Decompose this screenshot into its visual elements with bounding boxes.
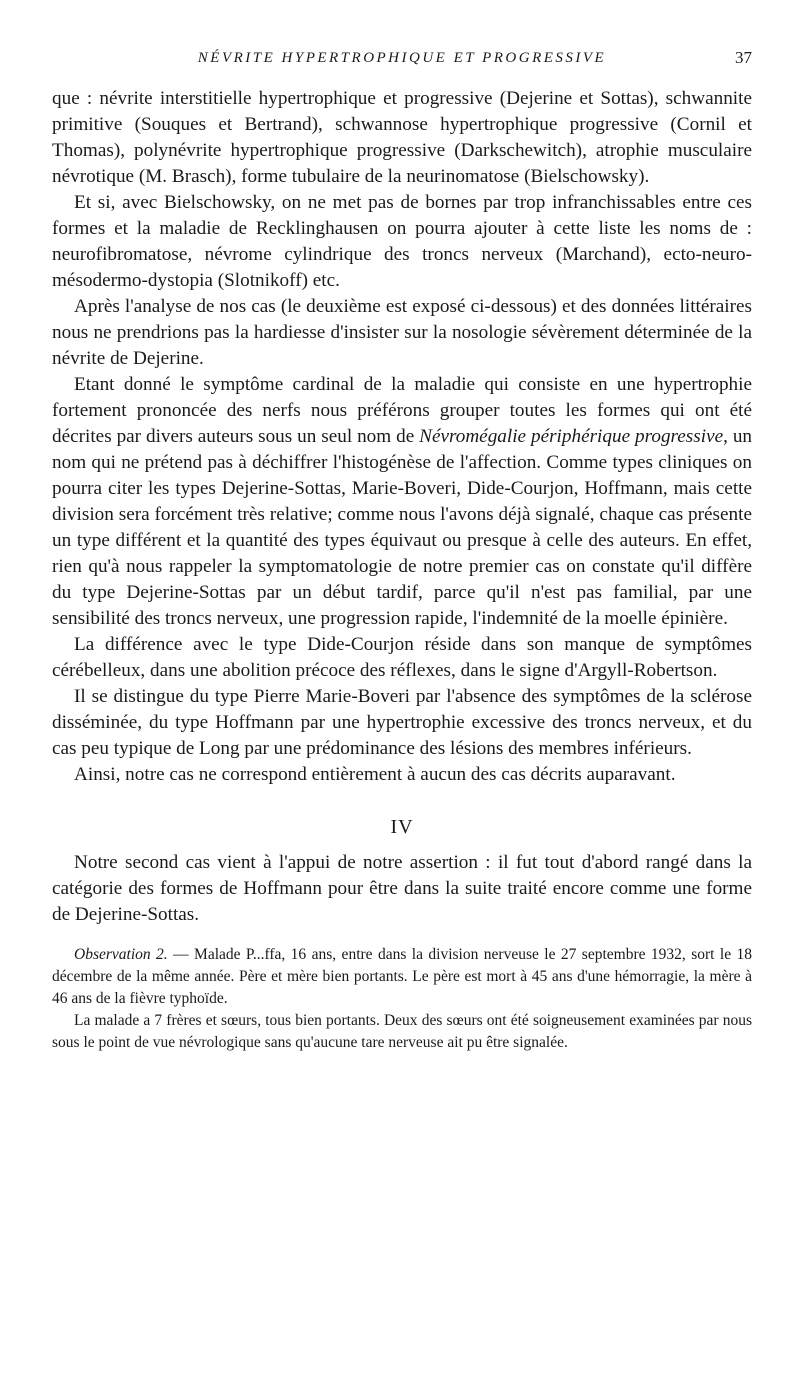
paragraph-recklinghausen: Et si, avec Bielschowsky, on ne met pas de bornes par trop infranchissables entre ces formes et la maladie de Recklinghausen on pourra ajouter à cette liste les noms de : neurofibromatose, névrome cylindrique des troncs nerveux (Marchand), ecto-neuro-mésodermo-dystopia (Slotnikoff) etc.: [52, 192, 752, 291]
body-text: [52, 86, 752, 928]
page-number: 37: [735, 48, 752, 67]
paragraph-conclusion: Ainsi, notre cas ne correspond entièrement à aucun des cas décrits auparavant.: [74, 764, 676, 785]
observation-label: Observation 2.: [74, 946, 168, 963]
observation-paragraph-2: La malade a 7 frères et sœurs, tous bien portants. Deux des sœurs ont été soigneusement examinées par nous sous le point de vue névrologique sans qu'aucune tare nerveuse ait pu être signalée.: [52, 1012, 752, 1051]
paragraph-nevromegalie-end: , un nom qui ne prétend pas à déchiffrer l'histogénèse de l'affection. Comme types cliniques on pourra citer les types Dejerine-Sottas, Marie-Boveri, Dide-Courjon, Hoffmann, mais cette division sera forcément très relative; comme nous l'avons déjà signalé, chaque cas présente un type différent et la quantité des types équivaut ou presque à celle des auteurs. En effet, rien qu'à nous rappeler la symptomatologie de notre premier cas on constate qu'il diffère du type Dejerine-Sottas par un début tardif, parce qu'il n'est pas familial, par une sensibilité des troncs nerveux, une progression rapide, l'indemnité de la moelle épinière.: [52, 426, 753, 629]
observation-block: [52, 944, 752, 1054]
paragraph-marie-boveri: Il se distingue du type Pierre Marie-Boveri par l'absence des symptômes de la sclérose disséminée, du type Hoffmann par une hypertrophie excessive des troncs nerveux, et du cas peu typique de Long par une prédominance des lésions des membres inférieurs.: [52, 686, 752, 759]
paragraph-nevromegalie: [52, 372, 752, 632]
paragraph-nevromegalie-start: Etant donné le symptôme cardinal de la maladie qui consiste en une hypertrophie fortement prononcée des nerfs nous préférons grouper toutes les formes qui ont été décrites par divers auteurs sous un seul nom de: [52, 374, 752, 447]
page: [52, 46, 752, 1054]
paragraph-nosology: Après l'analyse de nos cas (le deuxième est exposé ci-dessous) et des données littéraires nous ne prendrions pas la hardiesse d'insister sur la nosologie sévèrement déterminée de la névrite de Dejerine.: [52, 296, 752, 369]
paragraph-second-case: Notre second cas vient à l'appui de notre assertion : il fut tout d'abord rangé dans la catégorie des formes de Hoffmann pour être dans la suite traité encore comme une forme de Dejerine-Sottas.: [52, 852, 752, 925]
term-nevromegalie: Névromégalie périphérique progressive: [419, 426, 724, 447]
running-head: [52, 46, 752, 76]
paragraph-continuation: que : névrite interstitielle hypertrophique et progressive (Dejerine et Sottas), schwannite primitive (Souques et Bertrand), schwannose hypertrophique progressive (Cornil et Thomas), polynévrite hypertrophique progressive (Darkschewitch), atrophie musculaire névrotique (M. Brasch), forme tubulaire de la neurinomatose (Bielschowsky).: [52, 88, 752, 187]
section-heading: IV: [390, 816, 414, 838]
observation-paragraph-1: [52, 944, 752, 1010]
running-title: NÉVRITE HYPERTROPHIQUE ET PROGRESSIVE: [197, 50, 607, 66]
paragraph-dide-courjon: La différence avec le type Dide-Courjon réside dans son manque de symptômes cérébelleux, dans une abolition précoce des réflexes, dans le signe d'Argyll-Robertson.: [52, 634, 752, 681]
observation-text-1: — Malade P...ffa, 16 ans, entre dans la division nerveuse le 27 septembre 1932, sort le 18 décembre de la même année. Père et mère bien portants. Le père est mort à 45 ans d'une hémorragie, la mère à 46 ans de la fièvre typhoïde.: [52, 946, 752, 1007]
